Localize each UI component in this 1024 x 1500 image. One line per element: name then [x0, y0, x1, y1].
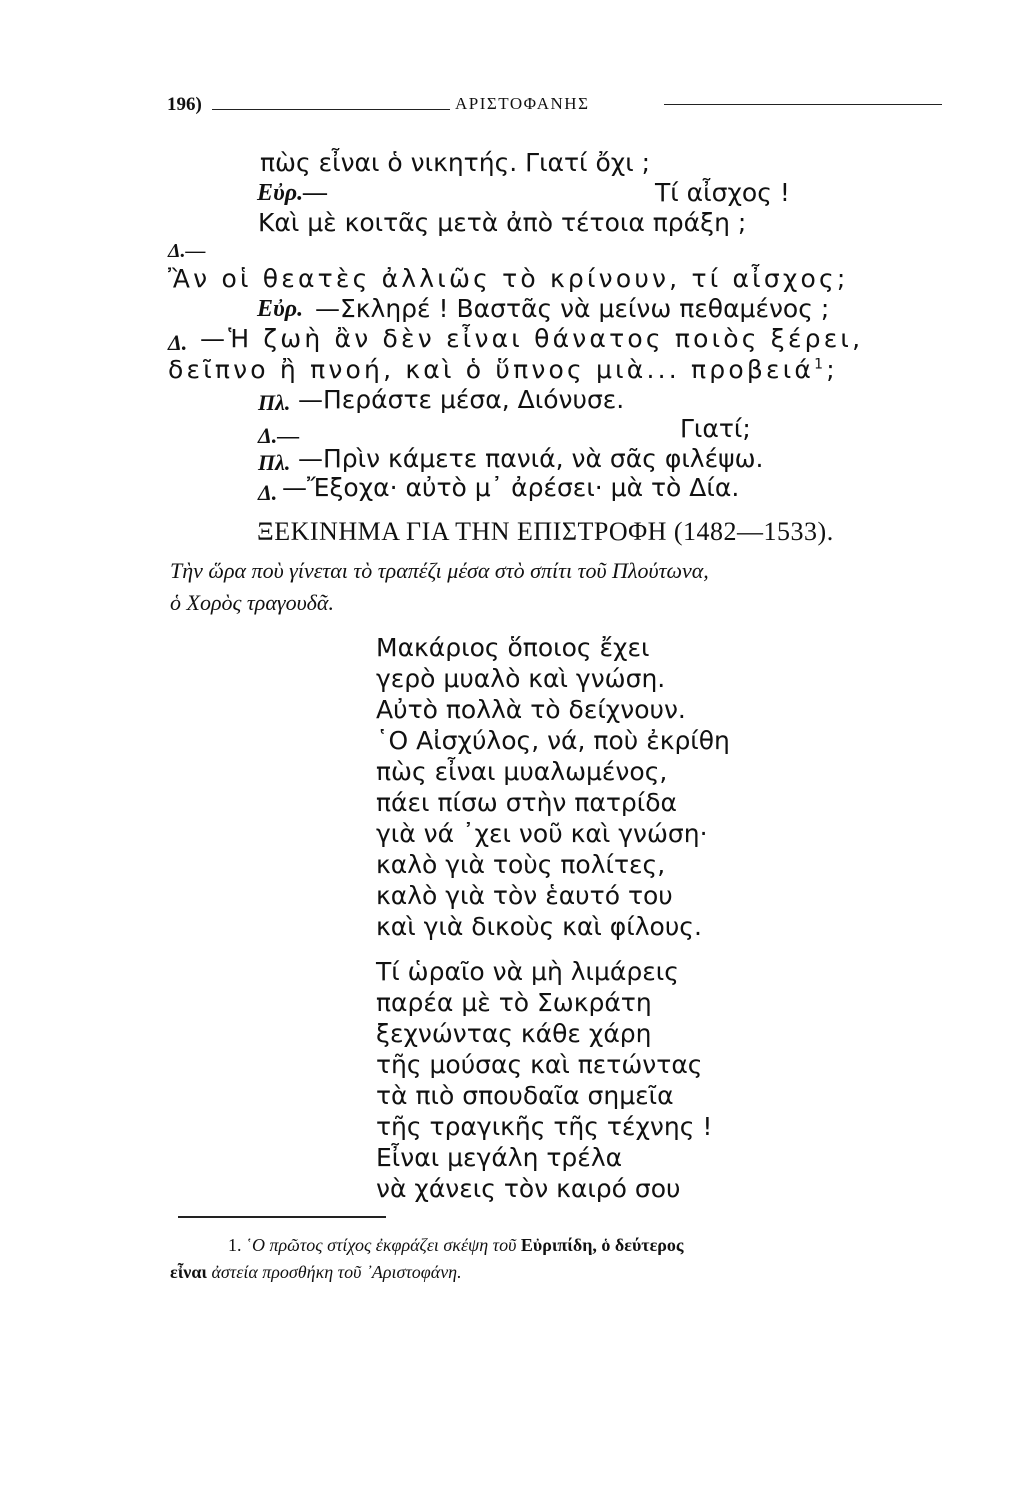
- poem-line: πάει πίσω στὴν πατρίδα: [376, 788, 678, 817]
- poem-line: Τί ὡραῖο νὰ μὴ λιμάρεις: [376, 957, 679, 986]
- footnote-line-2: [170, 1262, 462, 1283]
- poem-line: Αὐτὸ πολλὰ τὸ δείχνουν.: [376, 695, 686, 724]
- dialogue-line-8: [168, 355, 838, 384]
- poem-line: Εἶναι μεγάλη τρέλα: [376, 1143, 623, 1172]
- page-number: 196): [167, 94, 202, 115]
- poem-line: τὰ πιὸ σπουδαῖα σημεῖα: [376, 1081, 674, 1110]
- dialogue-line-8-end: ;: [826, 355, 838, 384]
- dialogue-line-12: —Ἔξοχα· αὐτὸ μ᾽ ἀρέσει· μὰ τὸ Δία.: [282, 473, 740, 502]
- footnote-text-1: ῾Ο πρῶτος στίχος ἐκφράζει σκέψη τοῦ: [246, 1235, 517, 1255]
- dialogue-line-5: Ἂν οἱ θεατὲς ἀλλιῶς τὸ κρίνουν, τί αἶσχος;: [168, 264, 849, 293]
- dialogue-line-1: πὼς εἶναι ὁ νικητής. Γιατί ὄχι ;: [260, 148, 651, 177]
- footnote-line-1: [228, 1235, 684, 1256]
- footnote-ref: 1: [814, 356, 827, 373]
- poem-stanza-1: [376, 632, 730, 942]
- footnote-number: 1.: [228, 1235, 242, 1255]
- poem-line: νὰ χάνεις τὸν καιρό σου: [376, 1174, 681, 1203]
- poem-line: τῆς μούσας καὶ πετώντας: [376, 1050, 703, 1079]
- speaker-d: Δ.: [258, 480, 278, 505]
- footnote-rule: [178, 1216, 386, 1218]
- speaker-eur: Εὐρ.: [257, 296, 304, 322]
- poem-line: γιὰ νά ᾽χει νοῦ καὶ γνώση·: [376, 819, 708, 848]
- section-intro-1: Τὴν ὥρα ποὺ γίνεται τὸ τραπέζι μέσα στὸ σπίτι τοῦ Πλούτωνα,: [170, 558, 709, 583]
- footnote-bold: Εὐριπίδη, ὁ δεύτερος: [520, 1235, 684, 1255]
- dialogue-line-2: Τί αἶσχος !: [655, 178, 790, 207]
- poem-line: τῆς τραγικῆς τῆς τέχνης !: [376, 1112, 713, 1141]
- poem-line: γερὸ μυαλὸ καὶ γνώση.: [376, 664, 666, 693]
- dialogue-line-9: —Περάστε μέσα, Διόνυσε.: [298, 385, 625, 414]
- speaker-pl: Πλ.: [258, 450, 291, 475]
- dialogue-line-7: —Ἡ ζωὴ ἂν δὲν εἶναι θάνατος ποιὸς ξέρει,: [200, 324, 864, 353]
- poem-stanza-2: [376, 956, 712, 1204]
- dialogue-line-10: Γιατί;: [680, 414, 751, 443]
- poem-line: ῾Ο Αἰσχύλος, νά, ποὺ ἐκρίθη: [376, 726, 730, 755]
- poem-line: παρέα μὲ τὸ Σωκράτη: [376, 988, 652, 1017]
- speaker-eur: Εὐρ.—: [257, 180, 328, 206]
- header-rule-left: [212, 109, 450, 110]
- speaker-d: Δ.: [168, 330, 188, 355]
- speaker-d: Δ.—: [258, 423, 300, 448]
- speaker-pl: Πλ.: [258, 390, 291, 415]
- running-title: ΑΡΙΣΤΟΦΑΝΗΣ: [455, 94, 590, 113]
- dialogue-line-3: Καὶ μὲ κοιτᾶς μετὰ ἀπὸ τέτοια πράξη ;: [258, 208, 747, 237]
- dialogue-line-11: —Πρὶν κάμετε πανιά, νὰ σᾶς φιλέψω.: [298, 444, 764, 473]
- section-intro-2: ὁ Χορὸς τραγουδᾶ.: [170, 590, 334, 615]
- section-heading: ΞΕΚΙΝΗΜΑ ΓΙΑ ΤΗΝ ΕΠΙΣΤΡΟΦΗ (1482—1533).: [257, 517, 834, 546]
- footnote-text-2: ἀστεία προσθήκη τοῦ ᾽Αριστοφάνη.: [211, 1262, 462, 1282]
- poem-line: πὼς εἶναι μυαλωμένος,: [376, 757, 668, 786]
- dialogue-line-6: —Σκληρέ ! Βαστᾶς νὰ μείνω πεθαμένος ;: [315, 294, 830, 323]
- poem-line: Μακάριος ὅποιος ἔχει: [376, 633, 650, 662]
- header-rule-right: [664, 104, 942, 105]
- dialogue-line-8-text: δεῖπνο ἢ πνοή, καὶ ὁ ὕπνος μιὰ... προβειά: [168, 355, 815, 384]
- footnote-bold-2: εἶναι: [170, 1262, 207, 1282]
- poem-line: ξεχνώντας κάθε χάρη: [376, 1019, 652, 1048]
- speaker-d: Δ.—: [168, 240, 206, 262]
- poem-line: καλὸ γιὰ τὸν ἑαυτό του: [376, 881, 673, 910]
- poem-line: καλὸ γιὰ τοὺς πολίτες,: [376, 850, 666, 879]
- poem-line: καὶ γιὰ δικοὺς καὶ φίλους.: [376, 912, 702, 941]
